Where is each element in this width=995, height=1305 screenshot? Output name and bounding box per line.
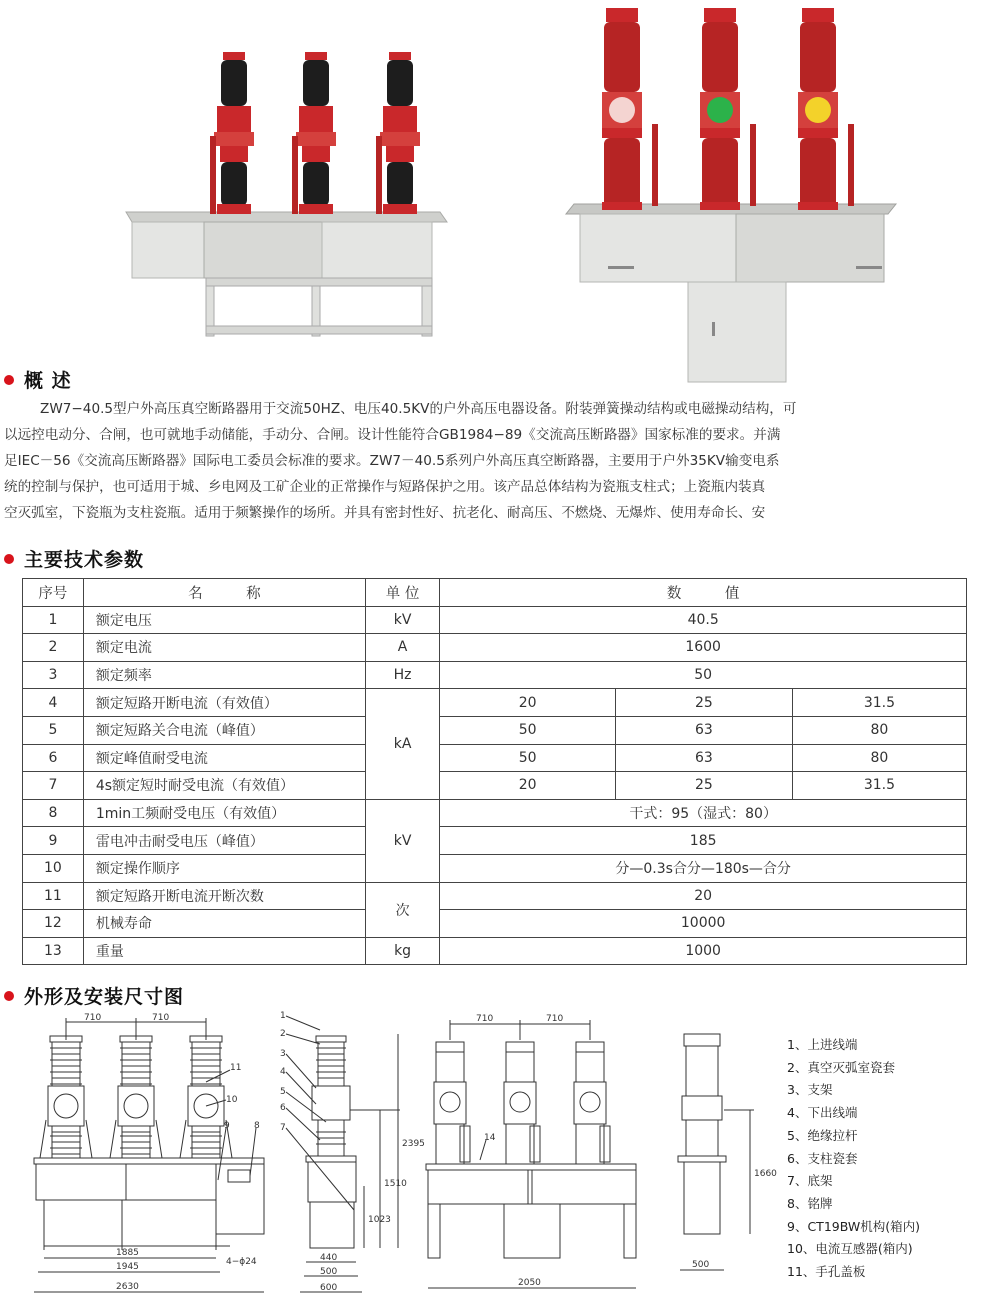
overview-paragraph xyxy=(4,396,992,526)
cell-value: 63 xyxy=(616,716,793,744)
cell-name: 额定峰值耐受电流 xyxy=(83,744,365,772)
table-row xyxy=(23,772,967,800)
dim-710-right: 710 xyxy=(152,1013,170,1023)
table-row xyxy=(23,689,967,717)
legend-item: 4、下出线端 xyxy=(787,1105,858,1121)
drawing-heading xyxy=(4,982,184,1009)
parts-legend xyxy=(787,1034,920,1284)
dim-1885: 1885 xyxy=(116,1248,139,1258)
cell-name: 额定电流 xyxy=(83,634,365,662)
overview-heading xyxy=(4,366,72,393)
legend-item: 9、CT19BW机构(箱内) xyxy=(787,1218,920,1234)
cell-seq: 12 xyxy=(23,910,84,938)
front-view-drawing xyxy=(20,1010,270,1300)
cell-name: 4s额定短时耐受电流（有效值） xyxy=(83,772,365,800)
table-row xyxy=(23,827,967,855)
legend-item: 8、铭牌 xyxy=(787,1195,833,1211)
cell-name: 额定短路关合电流（峰值） xyxy=(83,716,365,744)
cell-value: 50 xyxy=(440,716,616,744)
cell-value: 分—0.3s合分—180s—合分 xyxy=(440,854,967,882)
callout: 14 xyxy=(484,1133,496,1143)
dim-2050: 2050 xyxy=(518,1278,541,1288)
dim-440: 440 xyxy=(320,1253,338,1263)
cell-seq: 8 xyxy=(23,799,84,827)
legend-item: 5、绝缘拉杆 xyxy=(787,1127,858,1143)
cell-seq: 2 xyxy=(23,634,84,662)
overview-title: 概 述 xyxy=(24,370,72,392)
cell-seq: 10 xyxy=(23,854,84,882)
params-title: 主要技术参数 xyxy=(24,549,145,571)
cell-unit: 次 xyxy=(365,882,439,937)
cell-name: 机械寿命 xyxy=(83,910,365,938)
table-header-row xyxy=(23,579,967,607)
cell-value: 1000 xyxy=(440,937,967,965)
dim-1660: 1660 xyxy=(754,1169,777,1179)
cell-value: 40.5 xyxy=(440,606,967,634)
dim-1510: 1510 xyxy=(384,1179,407,1189)
cell-seq: 5 xyxy=(23,716,84,744)
table-row xyxy=(23,937,967,965)
dim-710-left: 710 xyxy=(476,1014,494,1024)
cell-value: 25 xyxy=(616,772,793,800)
cell-name: 额定频率 xyxy=(83,661,365,689)
dim-600: 600 xyxy=(320,1283,338,1293)
cell-value: 干式：95（湿式：80） xyxy=(440,799,967,827)
cell-value: 80 xyxy=(792,716,966,744)
side-view-drawing xyxy=(276,1010,425,1300)
cell-name: 额定操作顺序 xyxy=(83,854,365,882)
dim-710-left: 710 xyxy=(84,1013,102,1023)
front-view-alt-drawing xyxy=(422,1010,652,1300)
header-value: 数 值 xyxy=(440,579,967,607)
callout: 5 xyxy=(280,1087,286,1097)
callout: 8 xyxy=(254,1121,260,1131)
legend-item: 3、支架 xyxy=(787,1082,833,1098)
table-row xyxy=(23,744,967,772)
product-photo-left xyxy=(122,48,452,340)
legend-item: 6、支柱瓷套 xyxy=(787,1150,858,1166)
table-row xyxy=(23,661,967,689)
legend-item: 2、真空灭弧室瓷套 xyxy=(787,1059,895,1075)
cell-name: 额定短路开断电流（有效值） xyxy=(83,689,365,717)
table-row xyxy=(23,799,967,827)
cell-unit: kg xyxy=(365,937,439,965)
drawing-title: 外形及安装尺寸图 xyxy=(24,986,185,1008)
cell-seq: 3 xyxy=(23,661,84,689)
cell-seq: 7 xyxy=(23,772,84,800)
cell-seq: 1 xyxy=(23,606,84,634)
dim-2630: 2630 xyxy=(116,1282,139,1292)
cell-value: 50 xyxy=(440,661,967,689)
dim-500: 500 xyxy=(692,1260,710,1270)
dim-710-right: 710 xyxy=(546,1014,564,1024)
bullet-dot-icon xyxy=(4,554,14,564)
side-view-alt-drawing xyxy=(672,1030,777,1280)
legend-item: 1、上进线端 xyxy=(787,1037,858,1052)
callout: 4 xyxy=(280,1067,286,1077)
cell-name: 额定电压 xyxy=(83,606,365,634)
cell-seq: 11 xyxy=(23,882,84,910)
cell-unit: kV xyxy=(365,606,439,634)
cell-value: 80 xyxy=(792,744,966,772)
header-unit: 单 位 xyxy=(365,579,439,607)
table-row xyxy=(23,854,967,882)
cell-seq: 13 xyxy=(23,937,84,965)
params-heading xyxy=(4,545,144,572)
overview-line: ZW7−40.5型户外高压真空断路器用于交流50HZ、电压40.5KV的户外高压电器设备。附装弹簧操动结构或电磁操动结构，可 xyxy=(40,401,797,417)
cell-name: 额定短路开断电流开断次数 xyxy=(83,882,365,910)
legend-item: 10、电流互感器(箱内) xyxy=(787,1241,913,1257)
cell-unit: A xyxy=(365,634,439,662)
dim-500: 500 xyxy=(320,1267,338,1277)
cell-value: 25 xyxy=(616,689,793,717)
overview-line: 空灭弧室，下瓷瓶为支柱瓷瓶。适用于频繁操作的场所。并具有密封性好、抗老化、耐高压、不燃烧、无爆炸、使用寿命长、安 xyxy=(4,505,766,521)
dim-1945: 1945 xyxy=(116,1262,139,1272)
table-row xyxy=(23,910,967,938)
cell-seq: 9 xyxy=(23,827,84,855)
cell-value: 31.5 xyxy=(792,689,966,717)
table-row xyxy=(23,634,967,662)
header-seq: 序号 xyxy=(23,579,84,607)
bullet-dot-icon xyxy=(4,375,14,385)
table-row xyxy=(23,882,967,910)
callout: 1 xyxy=(280,1011,286,1021)
cell-seq: 6 xyxy=(23,744,84,772)
callout: 7 xyxy=(280,1123,286,1133)
cell-value: 63 xyxy=(616,744,793,772)
overview-line: 统的控制与保护，也可适用于城、乡电网及工矿企业的正常操作与短路保护之用。该产品总体结构为瓷瓶支柱式；上瓷瓶内装真 xyxy=(4,479,766,495)
cell-value: 1600 xyxy=(440,634,967,662)
cell-value: 31.5 xyxy=(792,772,966,800)
header-name: 名 称 xyxy=(83,579,365,607)
cell-unit: kV xyxy=(365,799,439,882)
callout: 6 xyxy=(280,1103,286,1113)
cell-name: 雷电冲击耐受电压（峰值） xyxy=(83,827,365,855)
cell-unit: kA xyxy=(365,689,439,799)
cell-name: 1min工频耐受电压（有效值） xyxy=(83,799,365,827)
spec-table xyxy=(22,578,967,965)
legend-item: 11、手孔盖板 xyxy=(787,1264,866,1280)
cell-unit: Hz xyxy=(365,661,439,689)
cell-value: 20 xyxy=(440,689,616,717)
cell-seq: 4 xyxy=(23,689,84,717)
bullet-dot-icon xyxy=(4,991,14,1001)
legend-item: 7、底架 xyxy=(787,1173,833,1189)
cell-value: 20 xyxy=(440,882,967,910)
cell-value: 185 xyxy=(440,827,967,855)
callout: 2 xyxy=(280,1029,286,1039)
cell-value: 50 xyxy=(440,744,616,772)
overview-line: 足IEC－56《交流高压断路器》国际电工委员会标准的要求。ZW7－40.5系列户外高压真空断路器，主要用于户外35KV输变电系 xyxy=(4,453,780,469)
callout: 10 xyxy=(226,1095,238,1105)
dim-2395: 2395 xyxy=(402,1139,425,1149)
product-photo-right xyxy=(566,4,896,382)
cell-value: 20 xyxy=(440,772,616,800)
cell-name: 重量 xyxy=(83,937,365,965)
callout: 9 xyxy=(224,1121,230,1131)
table-row xyxy=(23,606,967,634)
cell-value: 10000 xyxy=(440,910,967,938)
dim-hole: 4−ϕ24 xyxy=(226,1257,257,1267)
overview-line: 以远控电动分、合闸，也可就地手动储能，手动分、合闸。设计性能符合GB1984−89《交流高压断路器》国家标准的要求。并满 xyxy=(4,427,781,443)
callout: 3 xyxy=(280,1049,286,1059)
dim-1023: 1023 xyxy=(368,1215,391,1225)
callout: 11 xyxy=(230,1063,242,1073)
table-row xyxy=(23,716,967,744)
